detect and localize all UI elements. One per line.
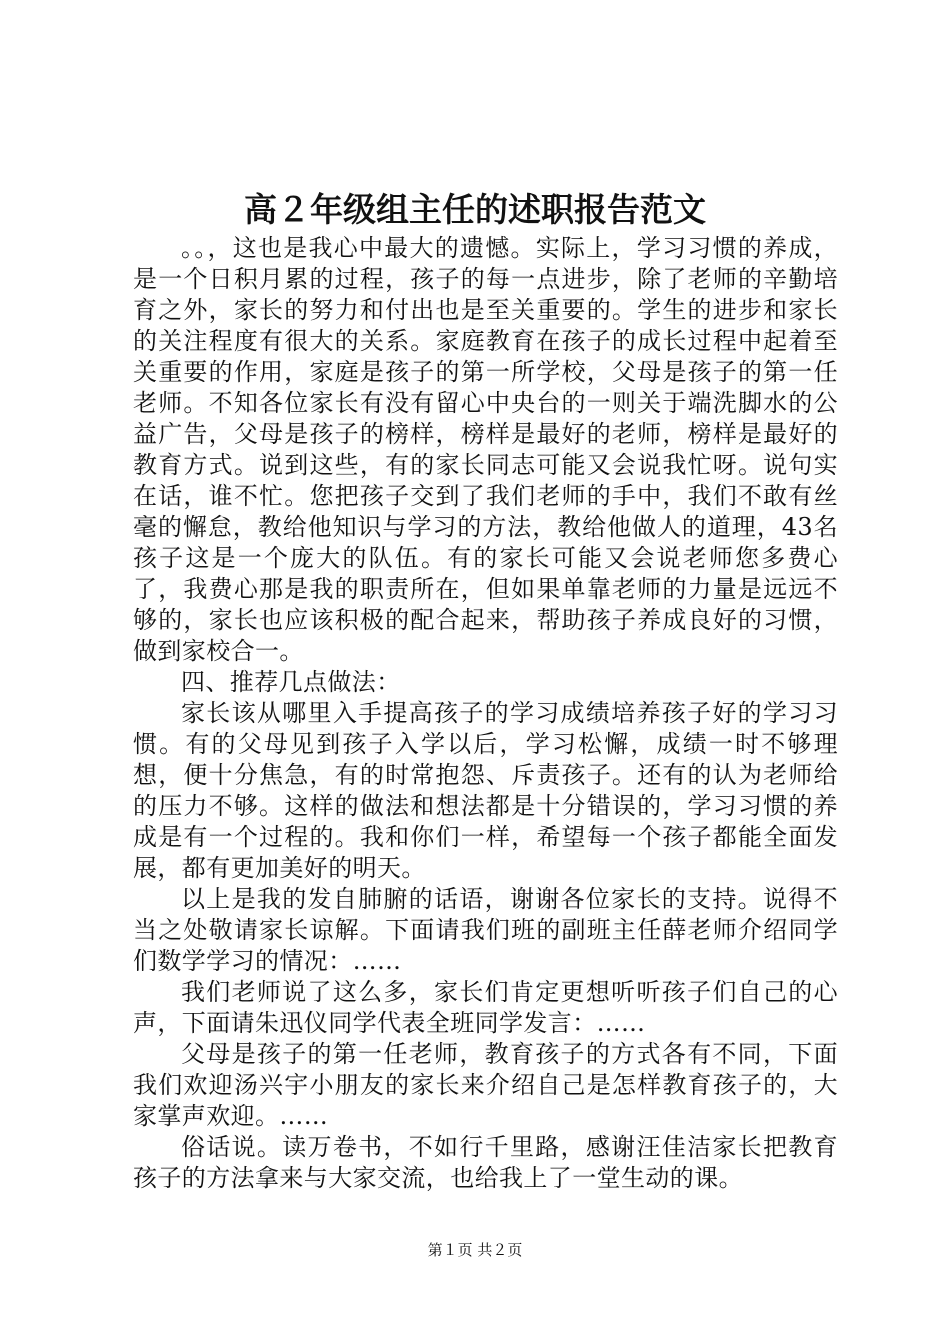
paragraph-closing: 俗话说。读万卷书，不如行千里路，感谢汪佳洁家长把教育孩子的方法拿来与大家交流，也给我上了一堂生动的课。 [133,1133,838,1192]
document-body [133,233,838,1194]
paragraph-student-speech: 我们老师说了这么多，家长们肯定更想听听孩子们自己的心声，下面请朱迅仪同学代表全班同学发言：…… [133,978,838,1037]
paragraph-parent-role: 。。，这也是我心中最大的遗憾。实际上，学习习惯的养成，是一个日积月累的过程，孩子的每一点进步，除了老师的辛勤培育之外，家长的努力和付出也是至关重要的。学生的进步和家长的关注程度有很大的关系。家庭教育在孩子的成长过程中起着至关重要的作用，家庭是孩子的第一所学校，父母是孩子的第一任老师。不知各位家长有没有留心中央台的一则关于端洗脚水的公益广告，父母是孩子的榜样，榜样是最好的老师，榜样是最好的教育方式。说到这些，有的家长同志可能又会说我忙呀。说句实在话，谁不忙。您把孩子交到了我们老师的手中，我们不敢有丝毫的懈怠，教给他知识与学习的方法，教给他做人的道理，43名孩子这是一个庞大的队伍。有的家长可能又会说老师您多费心了，我费心那是我的职责所在，但如果单靠老师的力量是远远不够的，家长也应该积极的配合起来，帮助孩子养成良好的习惯，做到家校合一。 [133,234,838,665]
document-title: 高２年级组主任的述职报告范文 [244,190,706,229]
paragraph-thanks: 以上是我的发自肺腑的话语，谢谢各位家长的支持。说得不当之处敬请家长谅解。下面请我们班的副班主任薛老师介绍同学们数学学习的情况：…… [133,885,838,975]
paragraph-study-habits: 家长该从哪里入手提高孩子的学习成绩培养孩子好的学习习惯。有的父母见到孩子入学以后，学习松懈，成绩一时不够理想，便十分焦急，有的时常抱怨、斥责孩子。还有的认为老师给的压力不够。这样的做法和想法都是十分错误的，学习习惯的养成是有一个过程的。我和你们一样，希望每一个孩子都能全面发展，都有更加美好的明天。 [133,699,838,882]
page-number-footer: 第１页 共２页 [427,1241,523,1259]
section-heading-recommendations: 四、推荐几点做法： [181,668,401,696]
paragraph-parent-speech: 父母是孩子的第一任老师，教育孩子的方式各有不同，下面我们欢迎汤兴宇小朋友的家长来介绍自己是怎样教育孩子的，大家掌声欢迎。…… [133,1040,838,1130]
